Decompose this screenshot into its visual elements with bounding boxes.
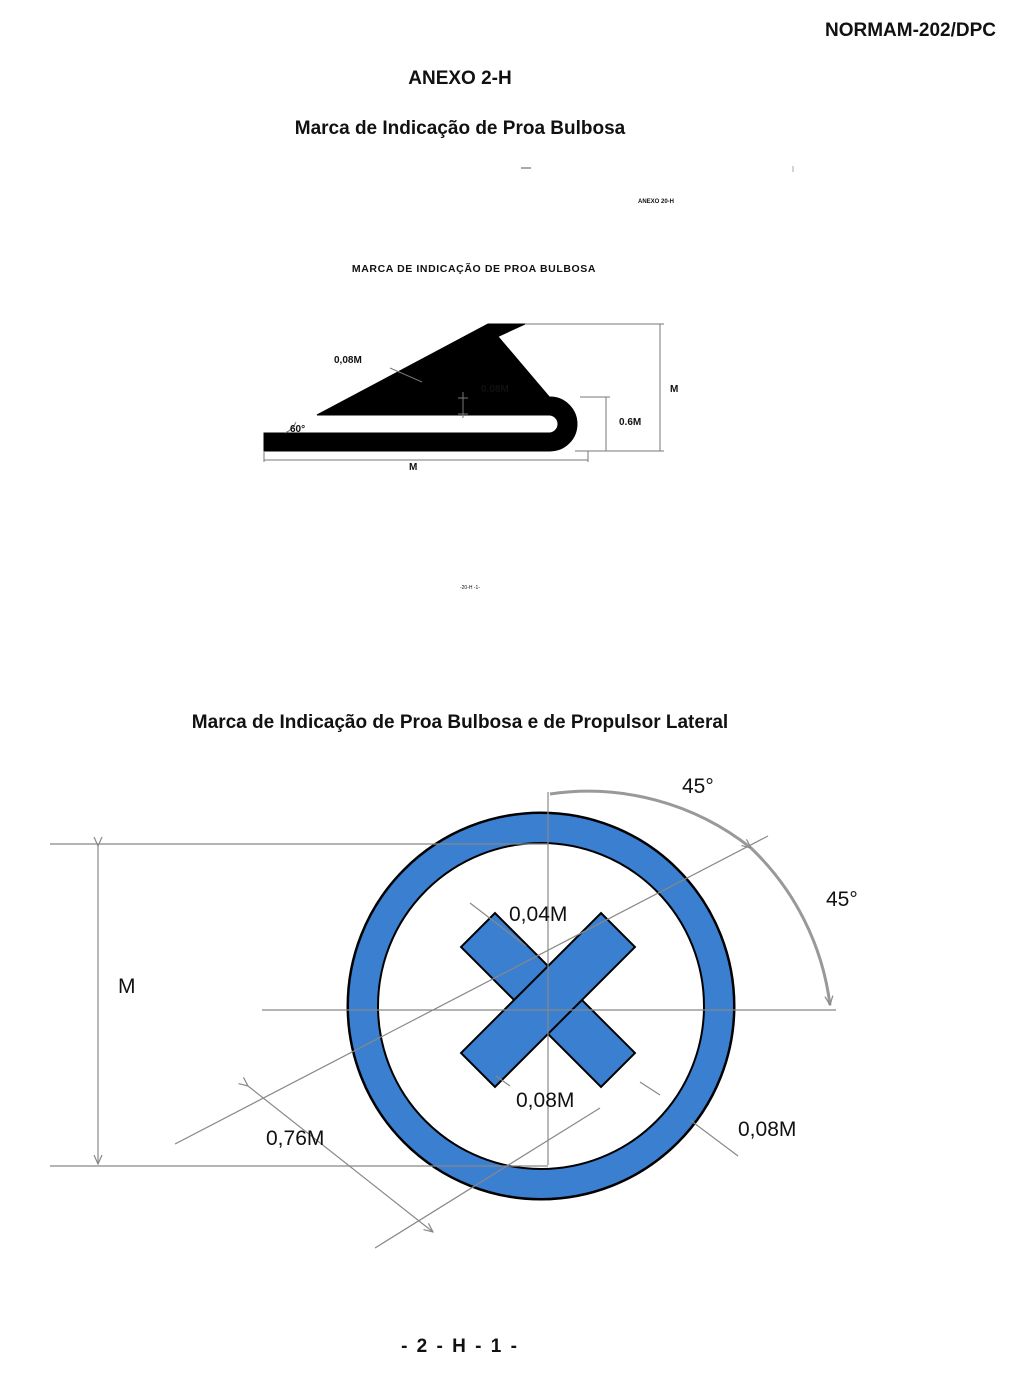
- scan-title: MARCA DE INDICAÇÃO DE PROA BULBOSA: [351, 263, 597, 275]
- label-angle-right: 45°: [826, 888, 858, 911]
- label-ring-width: 0,08M: [738, 1118, 797, 1141]
- label-height-lower: 0.6M: [619, 417, 642, 428]
- label-angle-top: 45°: [682, 775, 714, 798]
- scan-annex-label: ANEXO 20-H: [638, 199, 675, 205]
- section-title-bulbous-bow: Marca de Indicação de Proa Bulbosa: [294, 118, 626, 139]
- section-title-bow-thruster: Marca de Indicação de Proa Bulbosa e de Propulsor Lateral: [191, 712, 729, 733]
- label-height-total: M: [670, 384, 679, 395]
- label-cross-width: 0,04M: [509, 903, 568, 926]
- label-height: M: [118, 975, 136, 998]
- page-number: - 2 - H - 1 -: [401, 1336, 519, 1357]
- document-code: NORMAM-202/DPC: [824, 20, 996, 41]
- label-angle: 60°: [290, 424, 306, 435]
- label-cross-length: 0,76M: [266, 1127, 325, 1150]
- label-stroke-top: 0,08M: [334, 355, 362, 366]
- label-ring-gap: 0,08M: [516, 1089, 575, 1112]
- label-stroke-mid: 0.08M: [481, 384, 509, 395]
- label-width: M: [409, 462, 418, 473]
- annex-heading: ANEXO 2-H: [408, 68, 512, 89]
- scan-page-number: -20-H -1-: [459, 585, 480, 591]
